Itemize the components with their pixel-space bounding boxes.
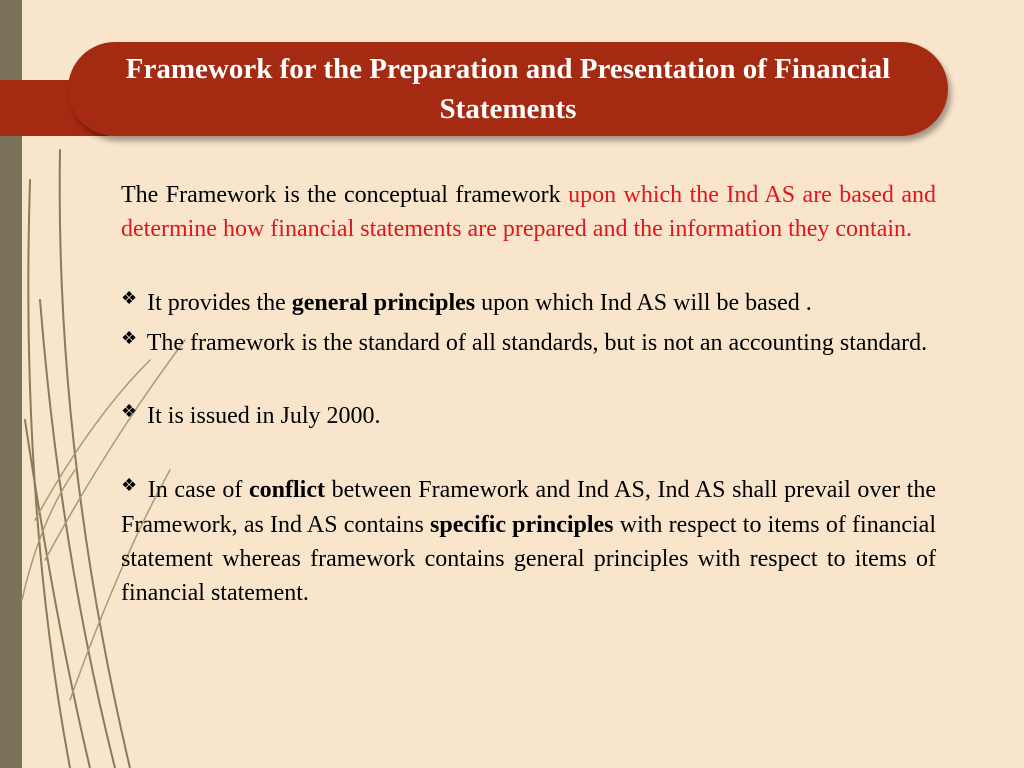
diamond-bullet-icon: ❖ xyxy=(121,288,138,309)
bullet-text: between Framework and Ind AS, Ind AS shall prevail over the Framework, as Ind AS contains xyxy=(121,477,936,538)
bullet-item-general-principles xyxy=(121,281,936,320)
bullet-text: The framework is the standard of all standards, but is not an accounting standard. xyxy=(141,329,928,356)
bullet-text: upon which Ind AS will be based . xyxy=(475,290,812,317)
slide-content xyxy=(121,178,936,611)
bullet-item-issued-date xyxy=(121,394,936,433)
spacer xyxy=(121,434,936,468)
diamond-bullet-icon: ❖ xyxy=(121,475,138,496)
bullet-bold-text: specific principles xyxy=(430,511,614,538)
bullet-text: In case of xyxy=(141,477,250,504)
title-banner xyxy=(68,42,948,136)
intro-plain-text: The Framework is the conceptual framework xyxy=(121,182,569,208)
bullet-bold-text: general principles xyxy=(291,290,476,317)
diamond-bullet-icon: ❖ xyxy=(121,327,138,348)
bullet-item-conflict xyxy=(121,468,936,611)
diamond-bullet-icon: ❖ xyxy=(121,401,138,422)
intro-highlight-text: upon which the Ind AS are based and determine how financial statements are prepared and the information they contain. xyxy=(121,182,936,243)
intro-paragraph xyxy=(121,178,936,247)
slide-title: Framework for the Preparation and Presentation of Financial Statements xyxy=(125,53,891,125)
bullet-text: with respect to items of financial statement whereas framework contains general principles with respect to items of financial statement. xyxy=(121,511,937,607)
bullet-bold-text: conflict xyxy=(249,477,325,504)
bullet-text: It provides the xyxy=(141,290,292,317)
spacer xyxy=(121,360,936,394)
spacer xyxy=(121,247,936,281)
bullet-item-standard-of-standards xyxy=(121,321,936,360)
bullet-text: It is issued in July 2000. xyxy=(141,403,381,430)
